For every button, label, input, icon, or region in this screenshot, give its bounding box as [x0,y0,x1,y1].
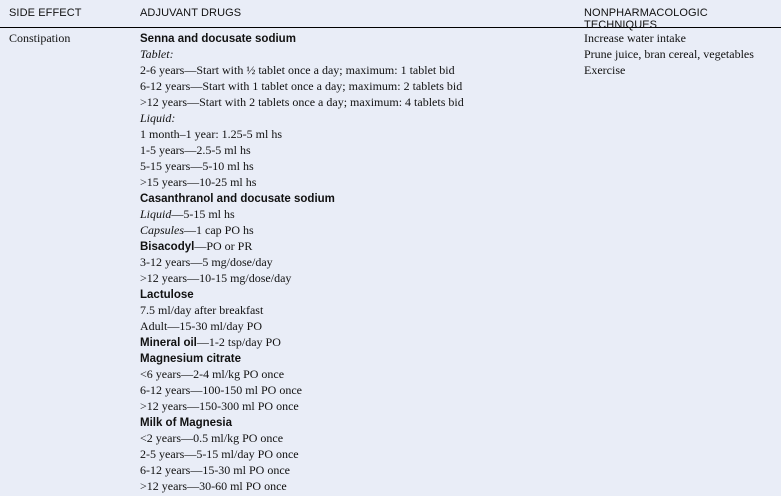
drug-line [140,190,580,206]
dosage-text: 1-5 years—2.5-5 ml hs [140,143,251,157]
drug-line [140,398,580,414]
dosage-text: 6-12 years—Start with 1 tablet once a day; maximum: 2 tablets bid [140,79,463,93]
dosage-text: —1-2 tsp/day PO [196,335,281,349]
dosage-text: 1 month–1 year: 1.25-5 ml hs [140,127,282,141]
dosage-form: Liquid: [140,111,176,125]
drug-line [140,478,580,494]
dosage-text: <6 years—2-4 ml/kg PO once [140,367,285,381]
dosage-form: Liquid [140,207,172,221]
dosage-text: 5-15 years—5-10 ml hs [140,159,254,173]
drug-line [140,206,580,222]
technique-item: Exercise [584,63,626,77]
drug-line [140,174,580,190]
dosage-text: >12 years—10-15 mg/dose/day [140,271,292,285]
dosage-text: >12 years—150-300 ml PO once [140,399,299,413]
dosage-text: Adult—15-30 ml/day PO [140,319,262,333]
technique-item: Prune juice, bran cereal, vegetables [584,47,754,61]
dosage-text: 6-12 years—100-150 ml PO once [140,383,302,397]
dosage-text: <2 years—0.5 ml/kg PO once [140,431,284,445]
drug-line [140,94,580,110]
drug-line [140,318,580,334]
drug-line [140,446,580,462]
dosage-text: —5-15 ml hs [171,207,235,221]
drug-line [140,286,580,302]
dosage-text: >12 years—30-60 ml PO once [140,479,287,493]
dosage-form: Capsules [140,223,185,237]
technique-item: Increase water intake [584,31,686,45]
adjuvant-drugs-cell [140,30,580,494]
dosage-form: Tablet: [140,47,174,61]
dosage-text: 3-12 years—5 mg/dose/day [140,255,273,269]
header-adjuvant-drugs: ADJUVANT DRUGS [140,7,242,19]
table-header [0,0,781,31]
drug-line [140,78,580,94]
drug-line [140,30,580,46]
dosage-text: —1 cap PO hs [184,223,254,237]
drug-name: Mineral oil [140,337,197,349]
drug-line [140,302,580,318]
drug-line [140,62,580,78]
drug-line [140,222,580,238]
drug-line [140,382,580,398]
dosage-text: 6-12 years—15-30 ml PO once [140,463,290,477]
drug-name: Casanthranol and docusate sodium [140,193,335,205]
dosage-text: >12 years—Start with 2 tablets once a day; maximum: 4 tablets bid [140,95,464,109]
side-effect-cell [9,30,134,46]
drug-line [140,110,580,126]
header-side-effect: SIDE EFFECT [9,7,82,19]
drug-name: Lactulose [140,289,194,301]
drug-line [140,238,580,254]
dosage-text: —PO or PR [194,239,253,253]
drug-name: Milk of Magnesia [140,417,233,429]
drug-line [140,270,580,286]
drug-line [140,430,580,446]
drug-line [140,142,580,158]
drug-name: Senna and docusate sodium [140,33,296,45]
dosage-text: 2-6 years—Start with ½ tablet once a day; maximum: 1 tablet bid [140,63,455,77]
drug-line [140,414,580,430]
drug-line [140,334,580,350]
dosage-text: 2-5 years—5-15 ml/day PO once [140,447,299,461]
header-nonpharmacologic: NONPHARMACOLOGIC TECHNIQUES [584,7,708,31]
drug-line [140,462,580,478]
drug-line [140,366,580,382]
side-effect-name: Constipation [9,31,71,45]
drug-line [140,254,580,270]
drug-line [140,46,580,62]
drug-line [140,126,580,142]
drug-name: Magnesium citrate [140,353,241,365]
dosage-text: >15 years—10-25 ml hs [140,175,257,189]
drug-name: Bisacodyl [140,241,195,253]
nonpharm-cell [584,30,779,78]
drug-line [140,158,580,174]
drug-line [140,350,580,366]
dosage-text: 7.5 ml/day after breakfast [140,303,264,317]
